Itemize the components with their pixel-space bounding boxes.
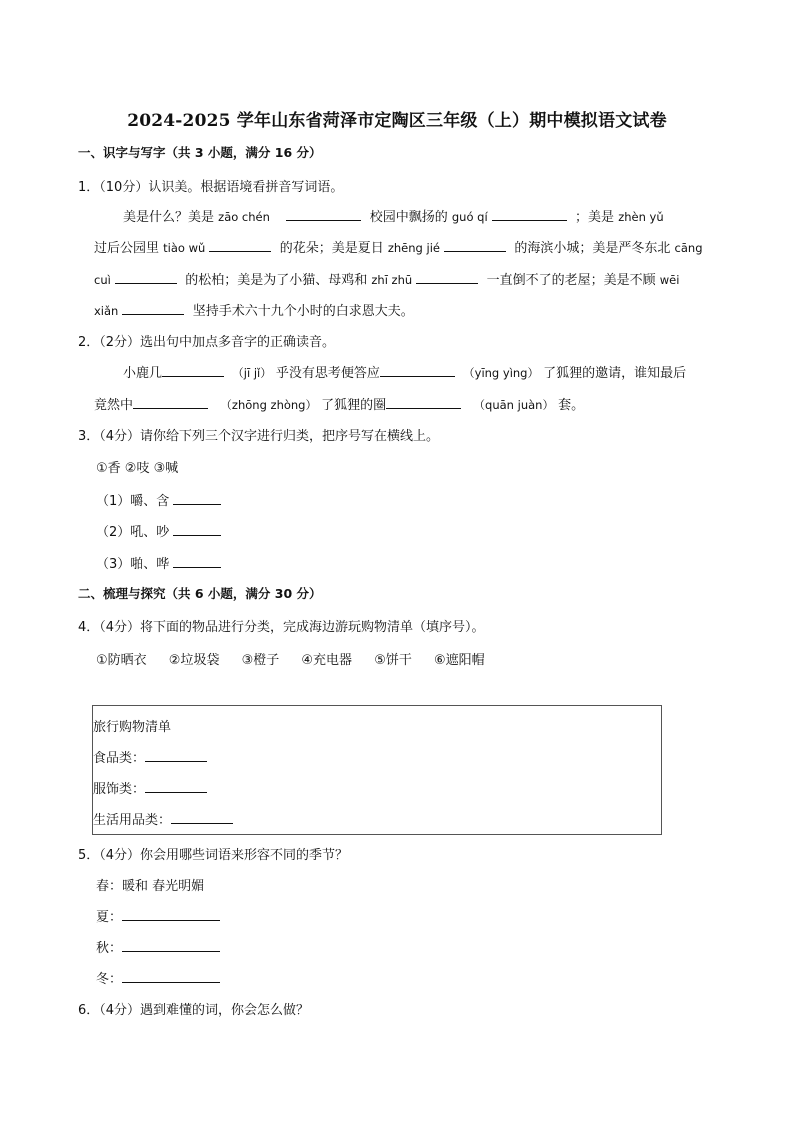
answer-blank[interactable] — [386, 397, 461, 409]
answer-blank[interactable] — [380, 365, 455, 377]
pinyin-options: （jī jǐ） — [232, 366, 272, 380]
option-item: ④充电器 — [301, 653, 353, 668]
section-heading-2: 二、梳理与探究（共 6 小题，满分 30 分） — [78, 586, 322, 601]
answer-blank[interactable] — [492, 209, 567, 221]
answer-blank[interactable] — [173, 556, 221, 568]
answer-blank[interactable] — [173, 493, 221, 505]
q1-text: 的花朵；美是夏日 — [279, 241, 384, 256]
question-3-sub-3 — [96, 553, 221, 572]
question-2-heading: 2．（2分）选出句中加点多音字的正确读音。 — [78, 335, 336, 350]
answer-blank[interactable] — [171, 812, 233, 824]
pinyin: guó qí — [451, 210, 488, 224]
pinyin-options: （zhōng zhòng） — [220, 398, 317, 412]
section-heading-1: 一、识字与写字（共 3 小题，满分 16 分） — [78, 145, 322, 160]
option-item: ⑥遮阳帽 — [433, 653, 485, 668]
option-item: ③橙子 — [241, 653, 280, 668]
food-row — [93, 747, 207, 766]
question-1-line-1 — [123, 206, 664, 225]
question-2-line-1 — [123, 362, 686, 381]
q1-text: ；美是 — [575, 210, 615, 225]
option-item: ②垃圾袋 — [168, 653, 220, 668]
pinyin: xiǎn — [94, 304, 119, 318]
answer-blank[interactable] — [444, 240, 506, 252]
pinyin: tiào wǔ — [163, 241, 206, 255]
pinyin: cuì — [94, 273, 111, 287]
answer-blank[interactable] — [162, 365, 224, 377]
question-3-sub-2 — [96, 521, 221, 540]
answer-blank[interactable] — [145, 781, 207, 793]
q2-text: 小鹿几 — [123, 366, 163, 381]
sub-label: （1）嚼、含 — [96, 494, 170, 509]
answer-blank[interactable] — [286, 209, 361, 221]
answer-blank[interactable] — [209, 240, 271, 252]
shopping-list-box — [92, 705, 662, 835]
answer-blank[interactable] — [173, 524, 221, 536]
clothes-row — [93, 778, 207, 797]
answer-blank[interactable] — [145, 750, 207, 762]
question-4-options — [96, 649, 503, 668]
answer-blank[interactable] — [133, 397, 208, 409]
pinyin: zāo chén — [218, 210, 270, 224]
question-3-options: ①香 ②吱 ③喊 — [96, 461, 179, 476]
question-1-heading: 1．（10分）认识美。根据语境看拼音写词语。 — [78, 180, 344, 195]
answer-blank[interactable] — [122, 303, 184, 315]
option-item: ⑤饼干 — [374, 653, 412, 668]
pinyin: zhī zhū — [371, 273, 413, 287]
season-winter — [96, 968, 220, 987]
pinyin-options: （quān juàn） — [473, 398, 554, 412]
q1-text: 的松柏；美是为了小猫、母鸡和 — [185, 273, 368, 288]
pinyin: wēi — [659, 273, 680, 287]
sub-label: （3）啪、哗 — [96, 557, 170, 572]
pinyin: zhèn yǔ — [618, 210, 664, 224]
q1-text: 美是什么？美是 — [123, 210, 215, 225]
season-summer — [96, 906, 220, 925]
q1-text: 校园中飘扬的 — [369, 210, 448, 225]
q2-text: 乎没有思考便答应 — [275, 366, 380, 381]
season-spring: 春：暖和 春光明媚 — [96, 879, 205, 894]
question-4-heading: 4．（4分）将下面的物品进行分类，完成海边游玩购物清单（填序号）。 — [78, 620, 485, 635]
question-1-line-4 — [94, 300, 414, 319]
season-label: 秋： — [96, 941, 123, 956]
clothes-label: 服饰类： — [93, 782, 146, 797]
pinyin: zhēng jié — [387, 241, 440, 255]
answer-blank[interactable] — [416, 272, 478, 284]
page-title: 2024-2025 学年山东省菏泽市定陶区三年级（上）期中模拟语文试卷 — [127, 111, 667, 131]
season-label: 冬： — [96, 972, 123, 987]
food-label: 食品类： — [93, 751, 146, 766]
pinyin: cāng — [674, 241, 703, 255]
question-1-line-2 — [94, 237, 703, 256]
q2-text: 套。 — [558, 398, 585, 413]
answer-blank[interactable] — [122, 971, 220, 983]
q1-text: 一直倒不了的老屋；美是不顾 — [486, 273, 656, 288]
daily-row — [93, 809, 233, 828]
question-3-heading: 3．（4分）请你给下列三个汉字进行归类，把序号写在横线上。 — [78, 429, 440, 444]
question-1-line-3 — [94, 269, 679, 288]
season-autumn — [96, 937, 220, 956]
q1-text: 的海滨小城；美是严冬东北 — [514, 241, 671, 256]
answer-blank[interactable] — [122, 909, 220, 921]
pinyin-options: （yīng yìng） — [463, 366, 539, 380]
question-3-sub-1 — [96, 490, 221, 509]
q1-text: 坚持手术六十九个小时的白求恩大夫。 — [192, 304, 414, 319]
answer-blank[interactable] — [115, 272, 177, 284]
sub-label: （2）吼、吵 — [96, 525, 170, 540]
q1-text: 过后公园里 — [94, 241, 160, 256]
daily-label: 生活用品类： — [93, 813, 172, 828]
option-item: ①防晒衣 — [96, 653, 147, 668]
q2-text: 竟然中 — [94, 398, 134, 413]
q2-text: 了狐狸的圈 — [321, 398, 387, 413]
season-label: 夏： — [96, 910, 123, 925]
q2-text: 了狐狸的邀请，谁知最后 — [543, 366, 687, 381]
question-6-heading: 6．（4分）遇到难懂的词，你会怎么做？ — [78, 1003, 310, 1018]
shopping-list-title: 旅行购物清单 — [93, 720, 172, 735]
answer-blank[interactable] — [122, 940, 220, 952]
question-2-line-2 — [94, 394, 584, 413]
question-5-heading: 5．（4分）你会用哪些词语来形容不同的季节？ — [78, 848, 349, 863]
